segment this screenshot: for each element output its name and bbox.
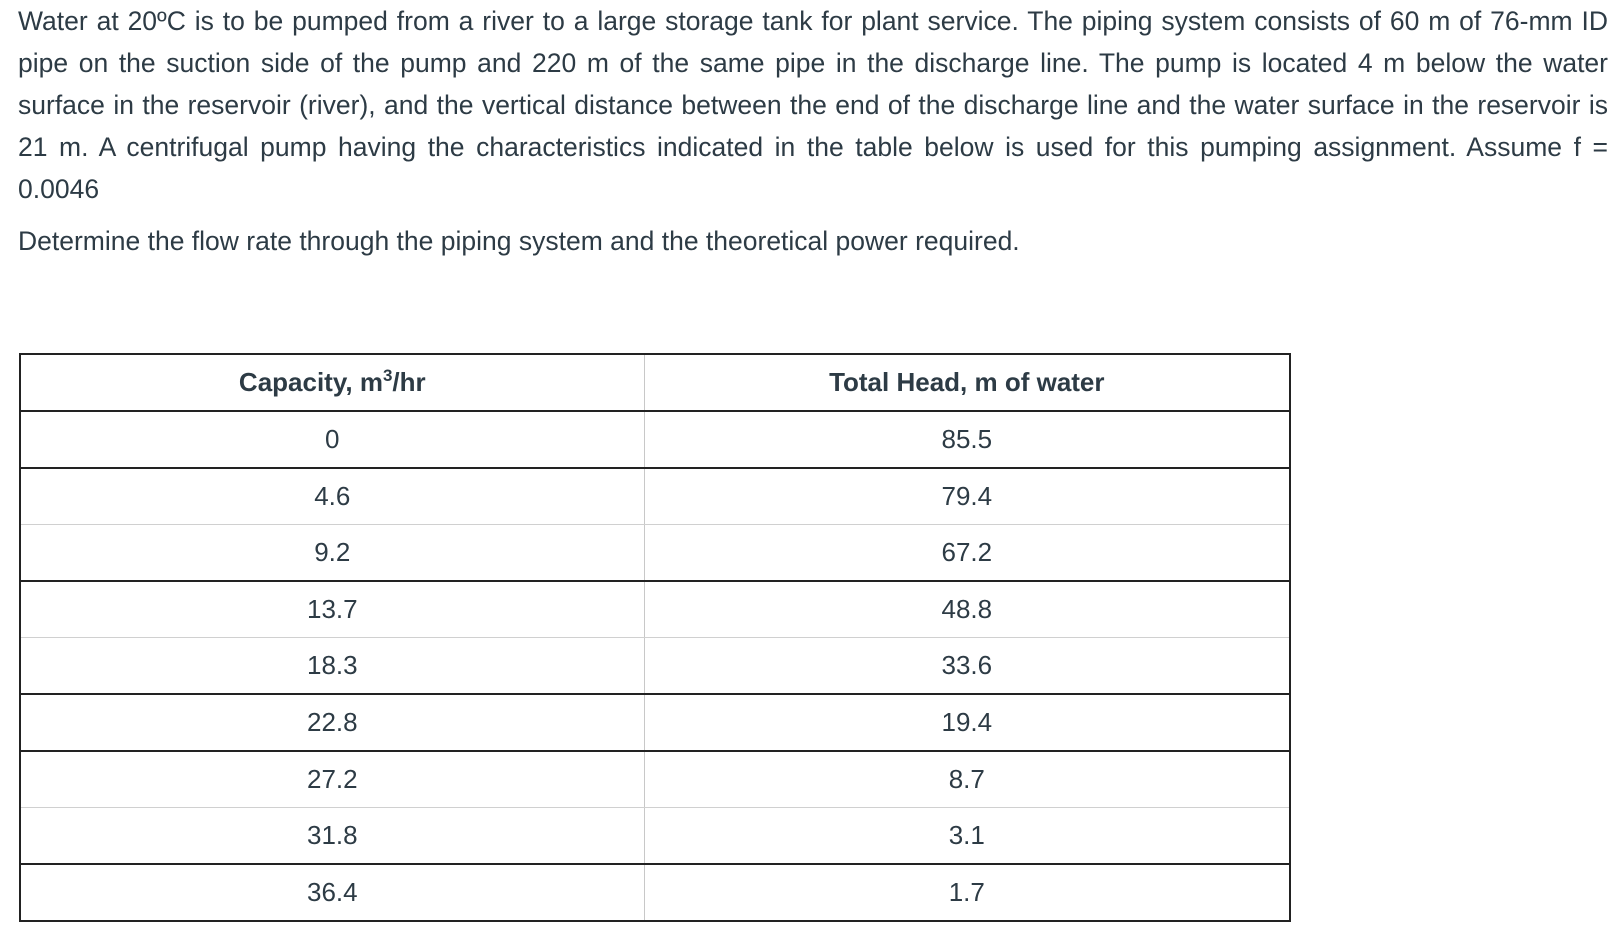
capacity-cell: 27.2 — [20, 751, 644, 808]
table-row — [20, 581, 1290, 638]
total-head-cell: 19.4 — [644, 694, 1290, 751]
capacity-cell: 22.8 — [20, 694, 644, 751]
capacity-header-unit: /hr — [392, 367, 426, 397]
total-head-cell: 33.6 — [644, 638, 1290, 695]
table-row — [20, 525, 1290, 582]
total-head-cell: 48.8 — [644, 581, 1290, 638]
total-head-cell: 3.1 — [644, 808, 1290, 865]
table-row — [20, 638, 1290, 695]
capacity-cell: 13.7 — [20, 581, 644, 638]
table-row — [20, 411, 1290, 468]
capacity-cell: 9.2 — [20, 525, 644, 582]
total-head-cell: 67.2 — [644, 525, 1290, 582]
table-row — [20, 751, 1290, 808]
total-head-cell: 1.7 — [644, 864, 1290, 921]
capacity-header-exponent: 3 — [382, 366, 393, 385]
total-head-header: Total Head, m of water — [644, 354, 1290, 411]
total-head-cell: 8.7 — [644, 751, 1290, 808]
capacity-cell: 4.6 — [20, 468, 644, 525]
problem-statement: Water at 20ºC is to be pumped from a river to a large storage tank for plant service. The piping system consists of 60 m of 76-mm ID pipe on the suction side of the pump and 220 m of the same pipe in the discharge line. The pump is located 4 m below the water surface in the reservoir (river), and the vertical distance between the end of the discharge line and the water surface in the reservoir is 21 m. A centrifugal pump having the characteristics indicated in the table below is used for this pumping assignment. Assume f = 0.0046 — [18, 6, 1608, 204]
capacity-cell: 36.4 — [20, 864, 644, 921]
capacity-header-label: Capacity, m — [238, 367, 383, 397]
capacity-cell: 0 — [20, 411, 644, 468]
total-head-cell: 79.4 — [644, 468, 1290, 525]
total-head-cell: 85.5 — [644, 411, 1290, 468]
table-row — [20, 808, 1290, 865]
question-text: Determine the flow rate through the piping system and the theoretical power required. — [18, 226, 1020, 256]
table-row — [20, 468, 1290, 525]
pump-characteristics-table — [19, 353, 1291, 922]
table-row — [20, 694, 1290, 751]
table-header-row — [20, 354, 1290, 411]
capacity-cell: 31.8 — [20, 808, 644, 865]
capacity-cell: 18.3 — [20, 638, 644, 695]
capacity-header — [20, 354, 644, 411]
table-row — [20, 864, 1290, 921]
